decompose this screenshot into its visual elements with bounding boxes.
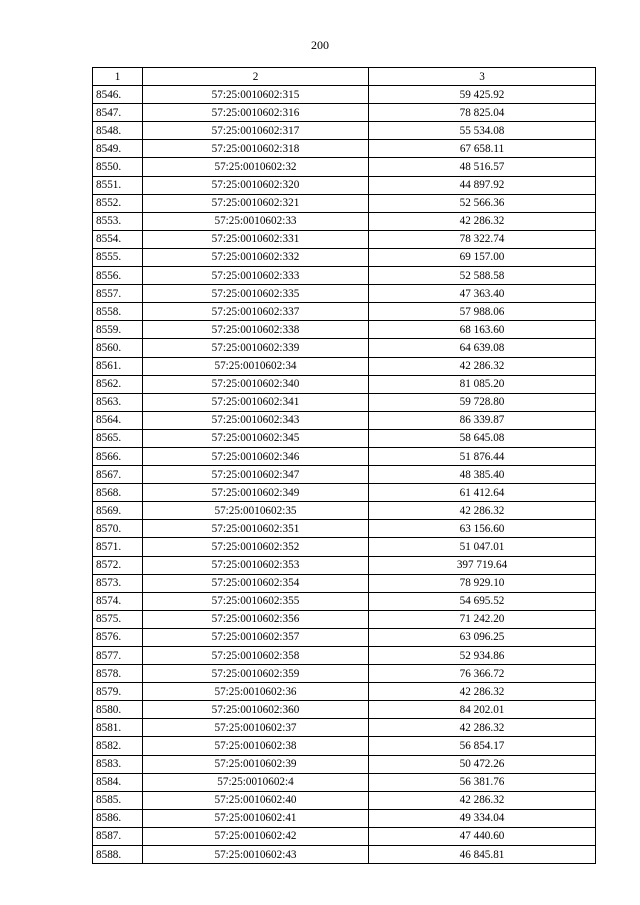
cadastral-number-cell: 57:25:0010602:346 bbox=[143, 447, 369, 465]
value-cell: 42 286.32 bbox=[369, 502, 596, 520]
cadastral-number-cell: 57:25:0010602:351 bbox=[143, 520, 369, 538]
value-cell: 54 695.52 bbox=[369, 592, 596, 610]
value-cell: 76 366.72 bbox=[369, 665, 596, 683]
cadastral-number-cell: 57:25:0010602:338 bbox=[143, 321, 369, 339]
row-number-cell: 8559. bbox=[93, 321, 143, 339]
table-row bbox=[93, 683, 596, 701]
cadastral-number-cell: 57:25:0010602:343 bbox=[143, 411, 369, 429]
value-cell: 58 645.08 bbox=[369, 429, 596, 447]
value-cell: 68 163.60 bbox=[369, 321, 596, 339]
cadastral-value-table bbox=[92, 67, 596, 864]
table-row bbox=[93, 846, 596, 864]
row-number-cell: 8551. bbox=[93, 176, 143, 194]
table-row bbox=[93, 628, 596, 646]
cadastral-number-cell: 57:25:0010602:33 bbox=[143, 212, 369, 230]
row-number-cell: 8563. bbox=[93, 393, 143, 411]
cadastral-number-cell: 57:25:0010602:331 bbox=[143, 230, 369, 248]
table-row bbox=[93, 86, 596, 104]
value-cell: 397 719.64 bbox=[369, 556, 596, 574]
cadastral-number-cell: 57:25:0010602:38 bbox=[143, 737, 369, 755]
cadastral-number-cell: 57:25:0010602:359 bbox=[143, 665, 369, 683]
cadastral-number-cell: 57:25:0010602:360 bbox=[143, 701, 369, 719]
table-row bbox=[93, 809, 596, 827]
value-cell: 78 322.74 bbox=[369, 230, 596, 248]
cadastral-number-cell: 57:25:0010602:349 bbox=[143, 484, 369, 502]
table-row bbox=[93, 176, 596, 194]
cadastral-number-cell: 57:25:0010602:335 bbox=[143, 285, 369, 303]
value-cell: 42 286.32 bbox=[369, 683, 596, 701]
value-cell: 42 286.32 bbox=[369, 212, 596, 230]
value-cell: 59 728.80 bbox=[369, 393, 596, 411]
cadastral-number-cell: 57:25:0010602:357 bbox=[143, 628, 369, 646]
row-number-cell: 8549. bbox=[93, 140, 143, 158]
row-number-cell: 8568. bbox=[93, 484, 143, 502]
row-number-cell: 8571. bbox=[93, 538, 143, 556]
cadastral-number-cell: 57:25:0010602:352 bbox=[143, 538, 369, 556]
cadastral-number-cell: 57:25:0010602:36 bbox=[143, 683, 369, 701]
cadastral-number-cell: 57:25:0010602:39 bbox=[143, 755, 369, 773]
column-header-value: 3 bbox=[369, 68, 596, 86]
value-cell: 61 412.64 bbox=[369, 484, 596, 502]
cadastral-number-cell: 57:25:0010602:333 bbox=[143, 267, 369, 285]
value-cell: 78 929.10 bbox=[369, 574, 596, 592]
table-row bbox=[93, 592, 596, 610]
cadastral-number-cell: 57:25:0010602:321 bbox=[143, 194, 369, 212]
cadastral-number-cell: 57:25:0010602:340 bbox=[143, 375, 369, 393]
row-number-cell: 8550. bbox=[93, 158, 143, 176]
table-row bbox=[93, 647, 596, 665]
cadastral-number-cell: 57:25:0010602:317 bbox=[143, 122, 369, 140]
row-number-cell: 8582. bbox=[93, 737, 143, 755]
value-cell: 46 845.81 bbox=[369, 846, 596, 864]
table-row bbox=[93, 538, 596, 556]
value-cell: 56 381.76 bbox=[369, 773, 596, 791]
row-number-cell: 8554. bbox=[93, 230, 143, 248]
table-row bbox=[93, 104, 596, 122]
column-header-cadastral-number: 2 bbox=[143, 68, 369, 86]
header-row bbox=[93, 68, 596, 86]
row-number-cell: 8552. bbox=[93, 194, 143, 212]
row-number-cell: 8547. bbox=[93, 104, 143, 122]
value-cell: 52 566.36 bbox=[369, 194, 596, 212]
value-cell: 69 157.00 bbox=[369, 248, 596, 266]
value-cell: 47 440.60 bbox=[369, 827, 596, 845]
value-cell: 57 988.06 bbox=[369, 303, 596, 321]
cadastral-number-cell: 57:25:0010602:337 bbox=[143, 303, 369, 321]
value-cell: 52 588.58 bbox=[369, 267, 596, 285]
value-cell: 71 242.20 bbox=[369, 610, 596, 628]
cadastral-number-cell: 57:25:0010602:315 bbox=[143, 86, 369, 104]
table-row bbox=[93, 339, 596, 357]
cadastral-number-cell: 57:25:0010602:347 bbox=[143, 466, 369, 484]
value-cell: 64 639.08 bbox=[369, 339, 596, 357]
cadastral-number-cell: 57:25:0010602:35 bbox=[143, 502, 369, 520]
row-number-cell: 8548. bbox=[93, 122, 143, 140]
cadastral-number-cell: 57:25:0010602:345 bbox=[143, 429, 369, 447]
value-cell: 42 286.32 bbox=[369, 719, 596, 737]
table-row bbox=[93, 140, 596, 158]
value-cell: 51 876.44 bbox=[369, 447, 596, 465]
page-number: 200 bbox=[311, 38, 329, 52]
table-row bbox=[93, 773, 596, 791]
table-row bbox=[93, 520, 596, 538]
row-number-cell: 8556. bbox=[93, 267, 143, 285]
cadastral-number-cell: 57:25:0010602:355 bbox=[143, 592, 369, 610]
row-number-cell: 8566. bbox=[93, 447, 143, 465]
table-row bbox=[93, 230, 596, 248]
value-cell: 67 658.11 bbox=[369, 140, 596, 158]
row-number-cell: 8553. bbox=[93, 212, 143, 230]
table-row bbox=[93, 248, 596, 266]
table-row bbox=[93, 719, 596, 737]
value-cell: 63 156.60 bbox=[369, 520, 596, 538]
cadastral-number-cell: 57:25:0010602:320 bbox=[143, 176, 369, 194]
column-header-number: 1 bbox=[93, 68, 143, 86]
row-number-cell: 8555. bbox=[93, 248, 143, 266]
row-number-cell: 8570. bbox=[93, 520, 143, 538]
cadastral-number-cell: 57:25:0010602:318 bbox=[143, 140, 369, 158]
cadastral-number-cell: 57:25:0010602:341 bbox=[143, 393, 369, 411]
row-number-cell: 8557. bbox=[93, 285, 143, 303]
value-cell: 59 425.92 bbox=[369, 86, 596, 104]
value-cell: 55 534.08 bbox=[369, 122, 596, 140]
row-number-cell: 8560. bbox=[93, 339, 143, 357]
value-cell: 81 085.20 bbox=[369, 375, 596, 393]
row-number-cell: 8580. bbox=[93, 701, 143, 719]
value-cell: 48 516.57 bbox=[369, 158, 596, 176]
table-row bbox=[93, 610, 596, 628]
cadastral-number-cell: 57:25:0010602:354 bbox=[143, 574, 369, 592]
cadastral-number-cell: 57:25:0010602:34 bbox=[143, 357, 369, 375]
row-number-cell: 8575. bbox=[93, 610, 143, 628]
table-body bbox=[93, 86, 596, 864]
row-number-cell: 8561. bbox=[93, 357, 143, 375]
table-row bbox=[93, 447, 596, 465]
row-number-cell: 8562. bbox=[93, 375, 143, 393]
table-row bbox=[93, 303, 596, 321]
row-number-cell: 8569. bbox=[93, 502, 143, 520]
value-cell: 47 363.40 bbox=[369, 285, 596, 303]
table-row bbox=[93, 429, 596, 447]
value-cell: 63 096.25 bbox=[369, 628, 596, 646]
table-row bbox=[93, 285, 596, 303]
cadastral-number-cell: 57:25:0010602:353 bbox=[143, 556, 369, 574]
row-number-cell: 8579. bbox=[93, 683, 143, 701]
cadastral-number-cell: 57:25:0010602:40 bbox=[143, 791, 369, 809]
value-cell: 78 825.04 bbox=[369, 104, 596, 122]
row-number-cell: 8583. bbox=[93, 755, 143, 773]
table-row bbox=[93, 122, 596, 140]
table-row bbox=[93, 755, 596, 773]
value-cell: 56 854.17 bbox=[369, 737, 596, 755]
cadastral-number-cell: 57:25:0010602:37 bbox=[143, 719, 369, 737]
cadastral-number-cell: 57:25:0010602:32 bbox=[143, 158, 369, 176]
value-cell: 51 047.01 bbox=[369, 538, 596, 556]
table-row bbox=[93, 267, 596, 285]
row-number-cell: 8584. bbox=[93, 773, 143, 791]
row-number-cell: 8587. bbox=[93, 827, 143, 845]
table-row bbox=[93, 556, 596, 574]
row-number-cell: 8546. bbox=[93, 86, 143, 104]
cadastral-number-cell: 57:25:0010602:316 bbox=[143, 104, 369, 122]
value-cell: 42 286.32 bbox=[369, 357, 596, 375]
cadastral-number-cell: 57:25:0010602:43 bbox=[143, 846, 369, 864]
table-row bbox=[93, 665, 596, 683]
table-row bbox=[93, 466, 596, 484]
value-cell: 42 286.32 bbox=[369, 791, 596, 809]
row-number-cell: 8578. bbox=[93, 665, 143, 683]
table-row bbox=[93, 502, 596, 520]
value-cell: 49 334.04 bbox=[369, 809, 596, 827]
row-number-cell: 8565. bbox=[93, 429, 143, 447]
value-cell: 48 385.40 bbox=[369, 466, 596, 484]
table-row bbox=[93, 737, 596, 755]
cadastral-number-cell: 57:25:0010602:4 bbox=[143, 773, 369, 791]
row-number-cell: 8567. bbox=[93, 466, 143, 484]
table-row bbox=[93, 701, 596, 719]
table-row bbox=[93, 484, 596, 502]
row-number-cell: 8564. bbox=[93, 411, 143, 429]
cadastral-number-cell: 57:25:0010602:358 bbox=[143, 647, 369, 665]
row-number-cell: 8588. bbox=[93, 846, 143, 864]
row-number-cell: 8573. bbox=[93, 574, 143, 592]
row-number-cell: 8574. bbox=[93, 592, 143, 610]
table-row bbox=[93, 357, 596, 375]
value-cell: 86 339.87 bbox=[369, 411, 596, 429]
row-number-cell: 8576. bbox=[93, 628, 143, 646]
row-number-cell: 8572. bbox=[93, 556, 143, 574]
table-row bbox=[93, 375, 596, 393]
row-number-cell: 8585. bbox=[93, 791, 143, 809]
table-row bbox=[93, 827, 596, 845]
row-number-cell: 8586. bbox=[93, 809, 143, 827]
row-number-cell: 8558. bbox=[93, 303, 143, 321]
table-header bbox=[93, 68, 596, 86]
cadastral-number-cell: 57:25:0010602:332 bbox=[143, 248, 369, 266]
cadastral-number-cell: 57:25:0010602:42 bbox=[143, 827, 369, 845]
cadastral-number-cell: 57:25:0010602:339 bbox=[143, 339, 369, 357]
value-cell: 44 897.92 bbox=[369, 176, 596, 194]
table-row bbox=[93, 411, 596, 429]
value-cell: 50 472.26 bbox=[369, 755, 596, 773]
value-cell: 84 202.01 bbox=[369, 701, 596, 719]
table-row bbox=[93, 791, 596, 809]
table-row bbox=[93, 158, 596, 176]
value-cell: 52 934.86 bbox=[369, 647, 596, 665]
table-row bbox=[93, 321, 596, 339]
table-row bbox=[93, 212, 596, 230]
table-row bbox=[93, 574, 596, 592]
table-row bbox=[93, 393, 596, 411]
cadastral-number-cell: 57:25:0010602:41 bbox=[143, 809, 369, 827]
cadastral-number-cell: 57:25:0010602:356 bbox=[143, 610, 369, 628]
table-row bbox=[93, 194, 596, 212]
row-number-cell: 8577. bbox=[93, 647, 143, 665]
row-number-cell: 8581. bbox=[93, 719, 143, 737]
